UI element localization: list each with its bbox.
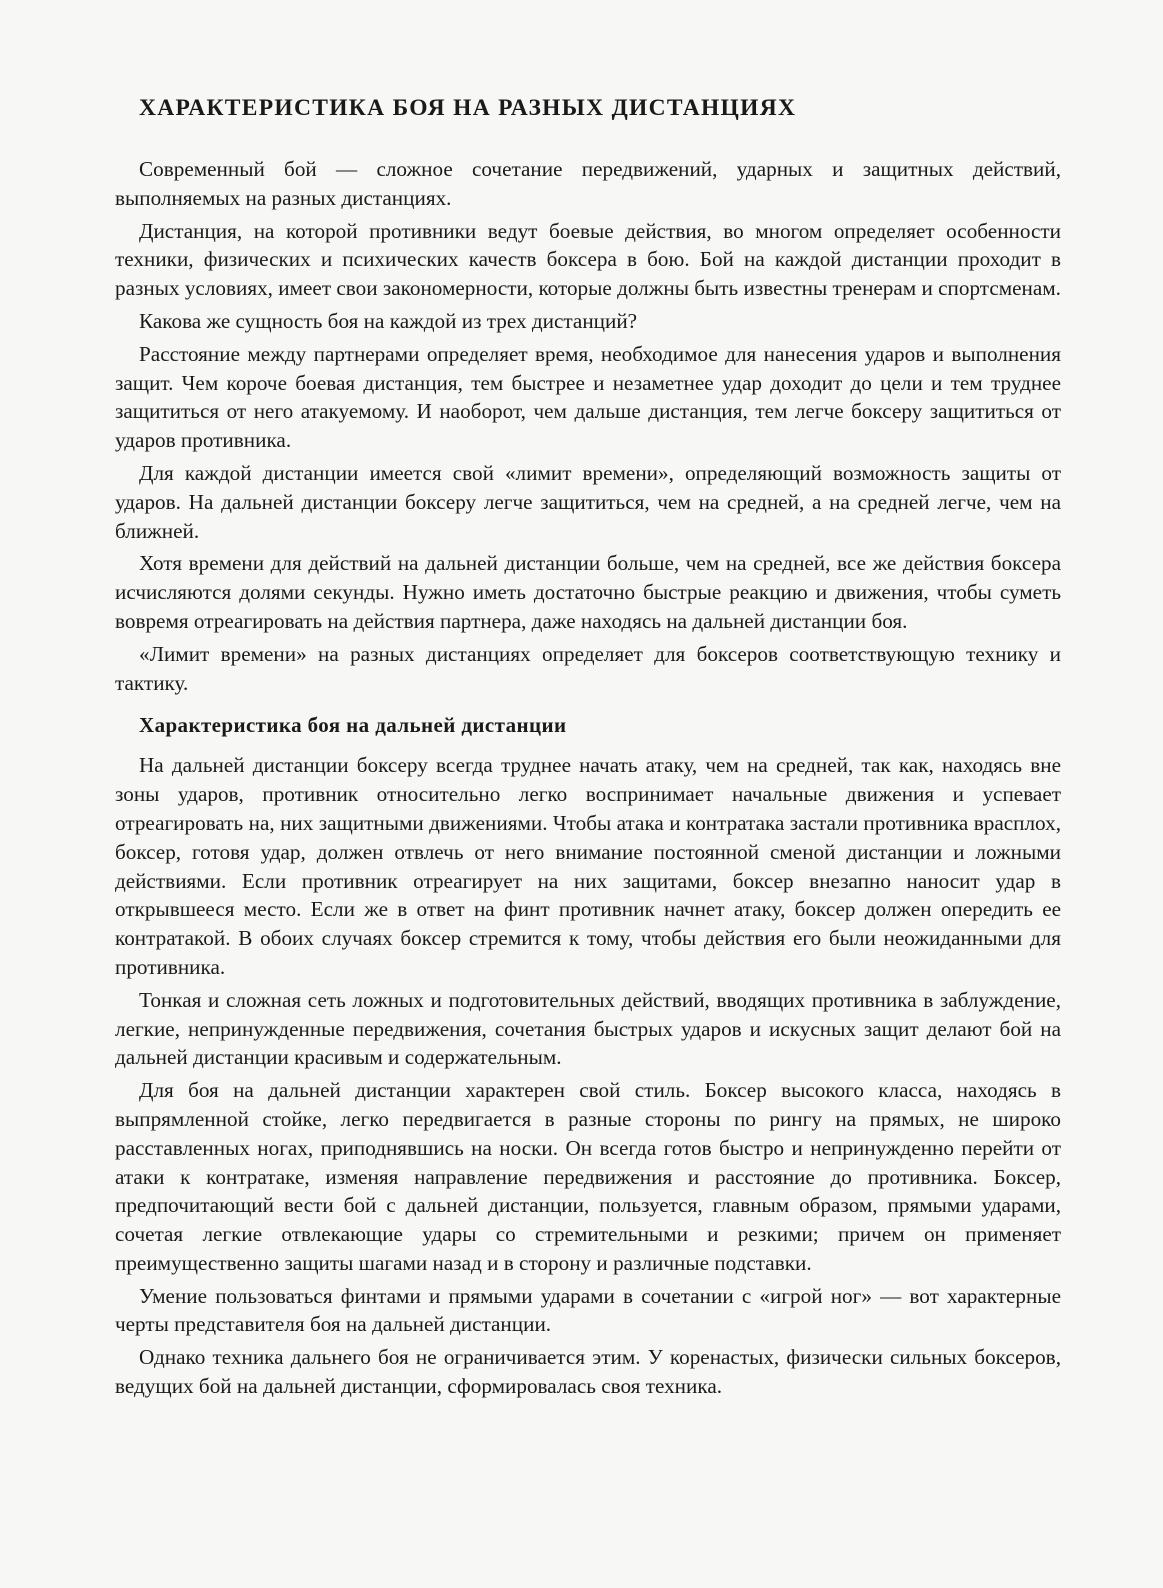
paragraph: Для каждой дистанции имеется свой «лимит времени», определяющий возможность защиты от ударов. На дальней дистанции боксеру легче защититься, чем на средней, а на средней легче, чем на ближней. bbox=[115, 460, 1061, 543]
paragraph: Умение пользоваться финтами и прямыми ударами в сочетании с «игрой ног» — вот характерные черты представителя боя на дальней дистанции. bbox=[115, 1283, 1061, 1337]
paragraph: Дистанция, на которой противники ведут боевые действия, во многом определяет особенности техники, физических и психических качеств боксера в бою. Бой на каждой дистанции проходит в разных условиях, имеет свои закономерности, которые должны быть известны тренерам и спортсменам. bbox=[115, 218, 1061, 301]
paragraph: Тонкая и сложная сеть ложных и подготовительных действий, вводящих противника в заблуждение, легкие, непринужденные передвижения, сочетания быстрых ударов и искусных защит делают бой на дальней дистанции красивым и содержательным. bbox=[115, 987, 1061, 1070]
page-title: ХАРАКТЕРИСТИКА БОЯ НА РАЗНЫХ ДИСТАНЦИЯХ bbox=[139, 95, 797, 121]
paragraph: Расстояние между партнерами определяет время, необходимое для нанесения ударов и выполнения защит. Чем короче боевая дистанция, тем быстрее и незаметнее удар доходит до цели и тем труднее защититься от него атакуемому. И наоборот, чем дальше дистанция, тем легче боксеру защититься от ударов противника. bbox=[115, 341, 1061, 453]
paragraph: Какова же сущность боя на каждой из трех дистанций? bbox=[139, 308, 638, 333]
section-heading: Характеристика боя на дальней дистанции bbox=[139, 713, 567, 738]
paragraph: Современный бой — сложное сочетание передвижений, ударных и защитных действий, выполняемых на разных дистанциях. bbox=[115, 157, 1061, 210]
paragraph: Хотя времени для действий на дальней дистанции больше, чем на средней, все же действия боксера исчисляются долями секунды. Нужно иметь достаточно быстрые реакцию и движения, чтобы суметь вовремя отреагировать на действия партнера, даже находясь на дальней дистанции боя. bbox=[115, 551, 1061, 633]
paragraph: «Лимит времени» на разных дистанциях определяет для боксеров соответствующую технику и тактику. bbox=[115, 641, 1061, 695]
paragraph: Для боя на дальней дистанции характерен свой стиль. Боксер высокого класса, находясь в выпрямленной стойке, легко передвигается в разные стороны по рингу на прямых, не широко расставленных ногах, приподнявшись на носки. Он всегда готов быстро и непринужденно перейти от атаки к контратаке, изменяя направление передвижения и расстояние до противника. Боксер, предпочитающий вести бой с дальней дистанции, пользуется, главным образом, прямыми ударами, сочетая легкие отвлекающие удары со стремительными и резкими; причем он применяет преимущественно защиты шагами назад и в сторону и различные подставки. bbox=[115, 1078, 1061, 1275]
long-range-section bbox=[115, 751, 1061, 1401]
document-page bbox=[115, 92, 1061, 1405]
paragraph: На дальней дистанции боксеру всегда труднее начать атаку, чем на средней, так как, находясь вне зоны ударов, противник относительно легко воспринимает начальные движения и успевает отреагировать на, них защитными движениями. Чтобы атака и контратака застали противника врасплох, боксер, готовя удар, должен отвлечь от него внимание постоянной сменой дистанции и ложными действиями. Если противник отреагирует на них защитами, боксер внезапно наносит удар в открывшееся место. Если же в ответ на финт противник начнет атаку, боксер должен опередить ее контратакой. В обоих случаях боксер стремится к тому, чтобы действия его были неожиданными для противника. bbox=[115, 753, 1061, 979]
paragraph: Однако техника дальнего боя не ограничивается этим. У коренастых, физически сильных боксеров, ведущих бой на дальней дистанции, сформировалась своя техника. bbox=[115, 1345, 1061, 1399]
intro-section bbox=[115, 155, 1061, 697]
